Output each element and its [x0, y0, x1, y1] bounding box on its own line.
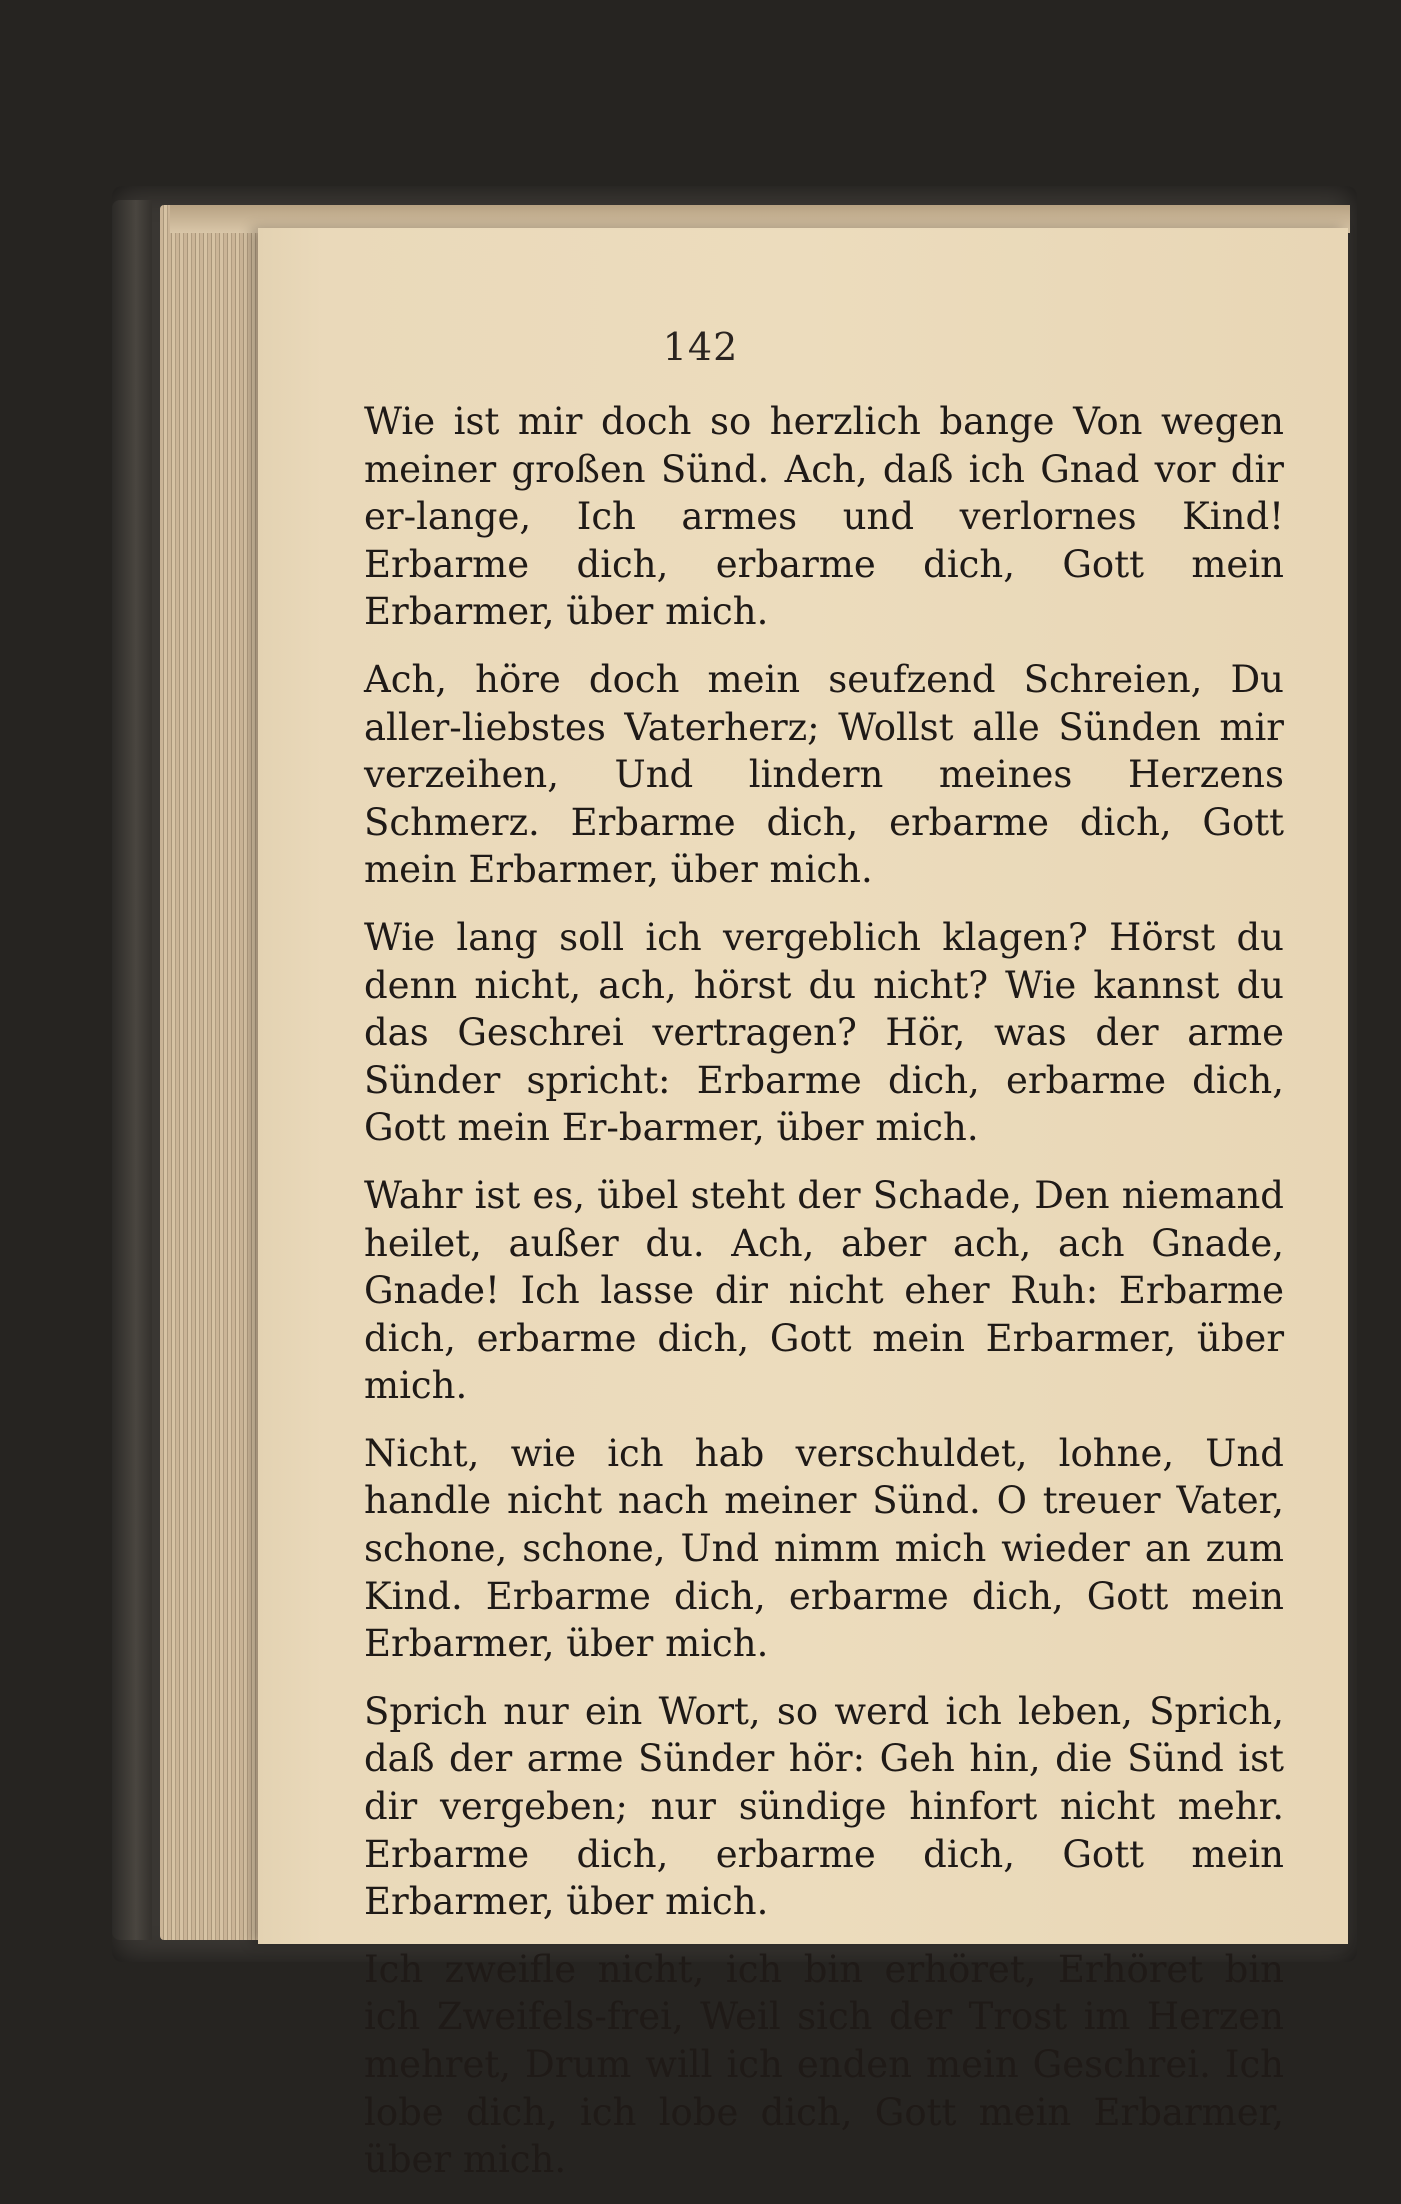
hymn-text — [364, 398, 1284, 2204]
page-number: 142 — [662, 325, 739, 369]
stanza-7: Ich zweifle nicht, ich bin erhöret, Erhöret bin ich Zweifels-frei, Weil sich der Trost im Herzen mehret, Drum will ich enden mein Geschrei. Ich lobe dich, ich lobe dich, Gott mein Erbarmer, über mich. — [364, 1947, 1284, 2182]
stanza-6: Sprich nur ein Wort, so werd ich leben, Sprich, daß der arme Sünder hör: Geh hin, die Sünd ist dir vergeben; nur sündige hinfort nicht mehr. Erbarme dich, erbarme dich, Gott mein Erbarmer, über mich. — [364, 1689, 1284, 1924]
stanza-4: Wahr ist es, übel steht der Schade, Den niemand heilet, außer du. Ach, aber ach, ach Gnade, Gnade! Ich lasse dir nicht eher Ruh: Erbarme dich, erbarme dich, Gott mein Erbarmer, über mich. — [364, 1173, 1284, 1408]
stanza-2: Ach, höre doch mein seufzend Schreien, Du aller-liebstes Vaterherz; Wollst alle Sünden mir verzeihen, Und lindern meines Herzens Schmerz. Erbarme dich, erbarme dich, Gott mein Erbarmer, über mich. — [364, 657, 1284, 892]
page-edges — [160, 205, 270, 1940]
book-spine — [112, 200, 152, 1940]
stanza-5: Nicht, wie ich hab verschuldet, lohne, Und handle nicht nach meiner Sünd. O treuer Vater, schone, schone, Und nimm mich wieder an zum Kind. Erbarme dich, erbarme dich, Gott mein Erbarmer, über mich. — [364, 1431, 1284, 1666]
stanza-1: Wie ist mir doch so herzlich bange Von wegen meiner großen Sünd. Ach, daß ich Gnad vor dir er-lange, Ich armes und verlornes Kind! Erbarme dich, erbarme dich, Gott mein Erbarmer, über mich. — [364, 400, 1284, 634]
stanza-3: Wie lang soll ich vergeblich klagen? Hörst du denn nicht, ach, hörst du nicht? Wie kannst du das Geschrei vertragen? Hör, was der arme Sünder spricht: Erbarme dich, erbarme dich, Gott mein Er-barmer, über mich. — [364, 915, 1284, 1150]
